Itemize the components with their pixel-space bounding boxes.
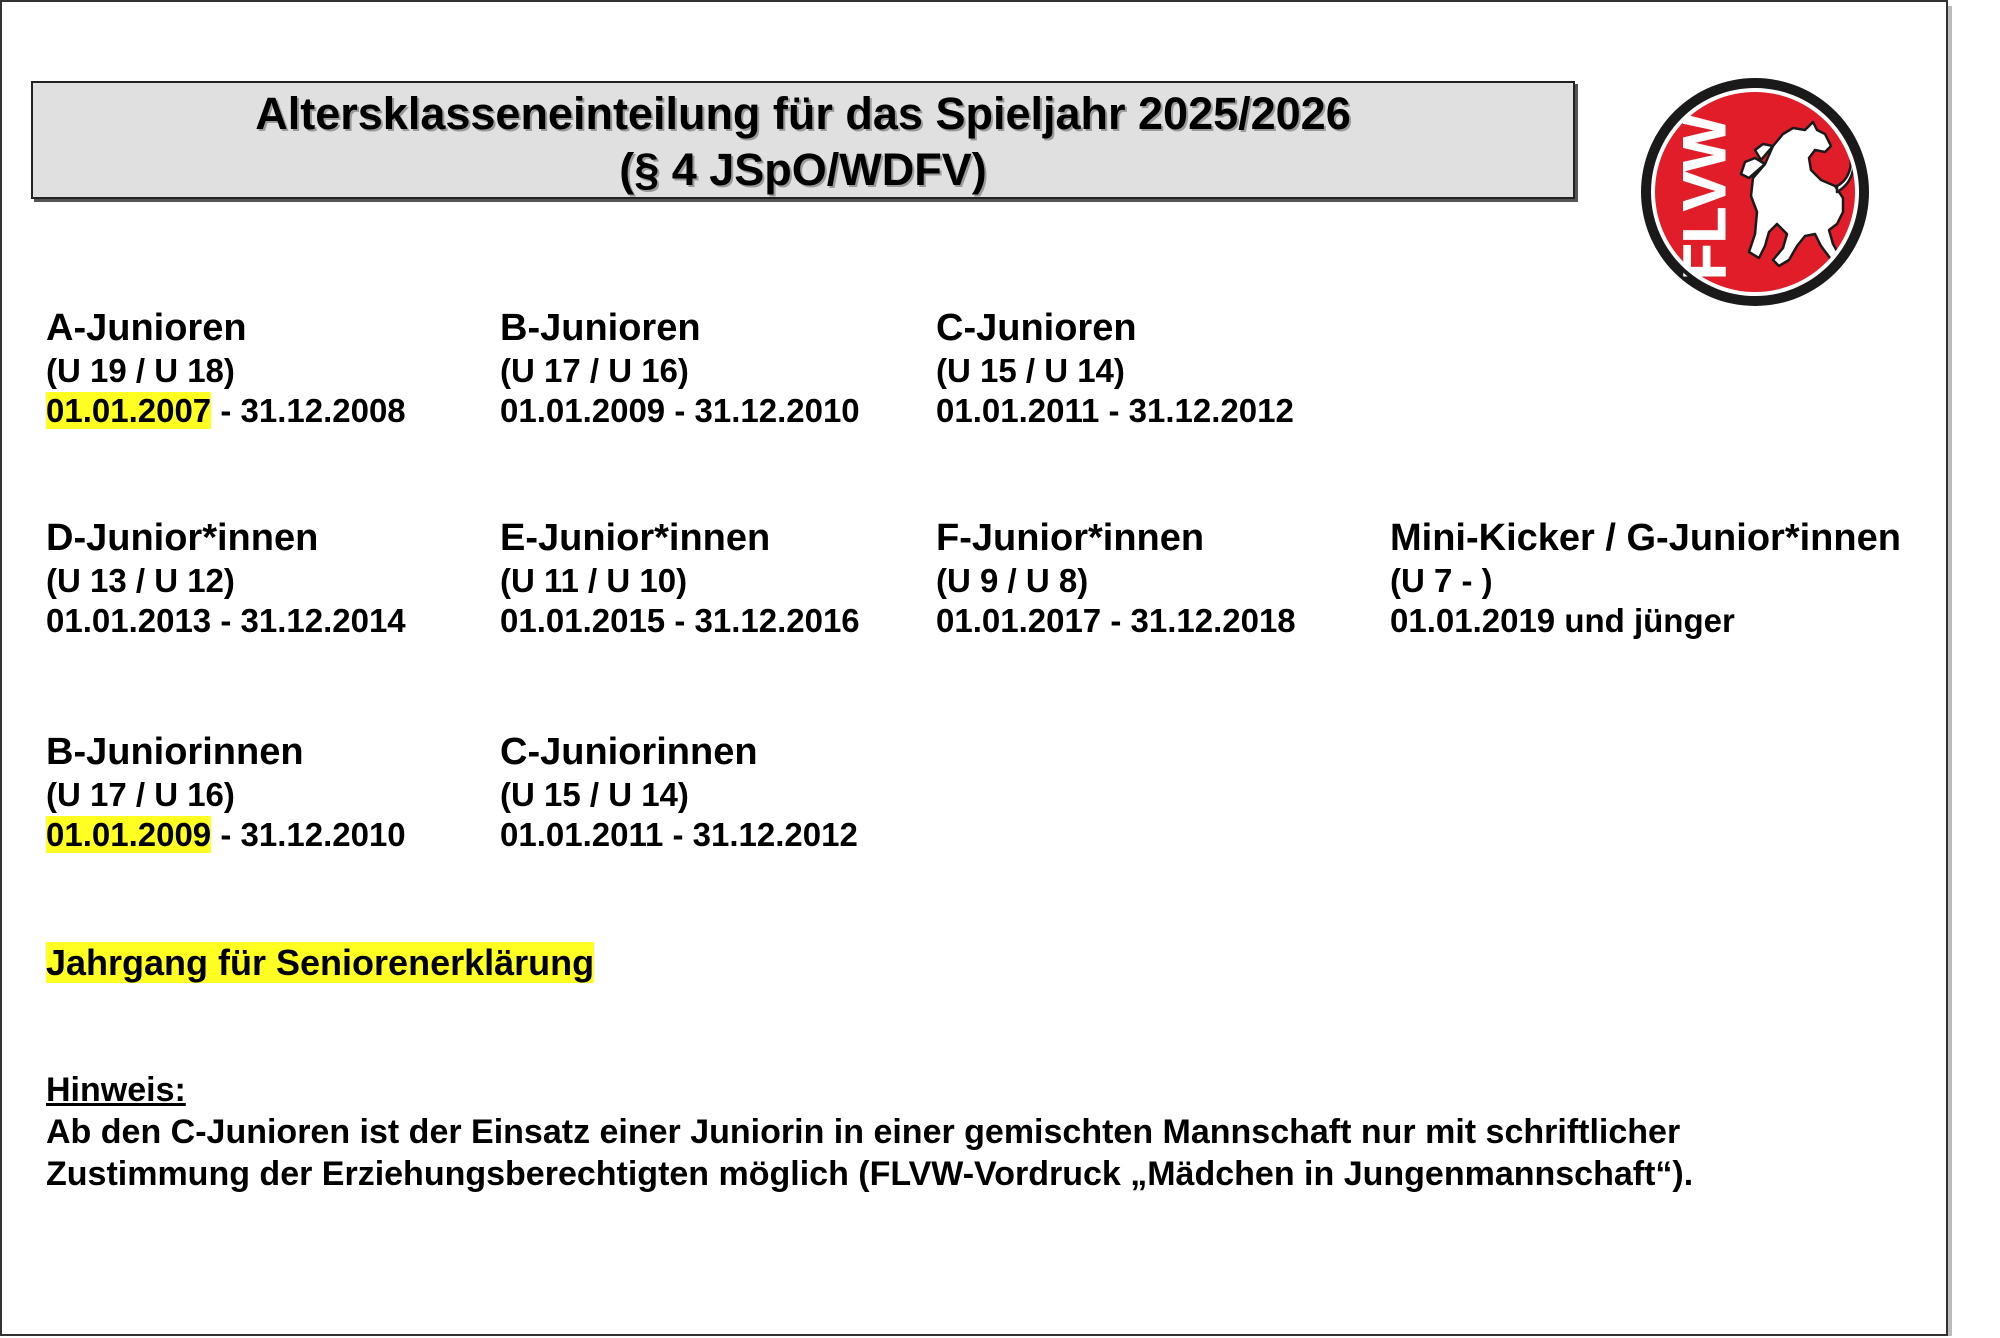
group-age: (U 15 / U 14) <box>936 352 1125 389</box>
group-c-junioren <box>936 305 1294 431</box>
group-name: E-Junior*innen <box>500 517 771 559</box>
date-rest: - 31.12.2018 <box>1101 602 1296 639</box>
date-rest: und jünger <box>1555 602 1735 639</box>
title-banner <box>31 81 1575 199</box>
group-age: (U 13 / U 12) <box>46 562 235 599</box>
date-rest: - 31.12.2012 <box>1099 392 1294 429</box>
group-a-junioren <box>46 305 406 431</box>
group-dates <box>500 601 860 641</box>
group-name: Mini-Kicker / G-Junior*innen <box>1390 517 1901 559</box>
group-dates <box>936 601 1296 641</box>
group-age: (U 11 / U 10) <box>500 562 688 599</box>
date-start: 01.01.2011 <box>936 392 1100 429</box>
date-start: 01.01.2013 <box>46 602 212 639</box>
note-section <box>46 1069 1926 1195</box>
group-d-juniorinnen <box>46 515 406 641</box>
date-rest: - 31.12.2014 <box>211 602 406 639</box>
group-dates <box>500 815 858 855</box>
date-rest: - 31.12.2010 <box>211 816 406 853</box>
group-name: F-Junior*innen <box>936 517 1205 559</box>
group-dates <box>46 391 406 431</box>
group-name: C-Junioren <box>936 307 1137 349</box>
page-subtitle: (§ 4 JSpO/WDFV) <box>619 144 987 195</box>
group-name: A-Junioren <box>46 307 247 349</box>
group-c-juniorinnen <box>500 729 858 855</box>
note-line-1: Ab den C-Junioren ist der Einsatz einer Juniorin in einer gemischten Mannschaft nur mit schriftlicher <box>46 1113 1681 1151</box>
date-start: 01.01.2011 <box>500 816 664 853</box>
group-dates <box>1390 601 1901 641</box>
group-age: (U 17 / U 16) <box>500 352 689 389</box>
date-rest: - 31.12.2016 <box>665 602 860 639</box>
group-age: (U 7 - ) <box>1390 562 1493 599</box>
group-b-junioren <box>500 305 860 431</box>
group-mini-kicker <box>1390 515 1901 641</box>
group-name: B-Junioren <box>500 307 701 349</box>
senior-legend-text: Jahrgang für Seniorenerklärung <box>46 942 595 983</box>
group-dates <box>46 815 406 855</box>
senior-legend <box>46 940 594 986</box>
group-f-juniorinnen <box>936 515 1296 641</box>
group-dates <box>936 391 1294 431</box>
note-title: Hinweis: <box>46 1071 186 1109</box>
date-rest: - 31.12.2008 <box>211 392 406 429</box>
date-start: 01.01.2007 <box>46 392 212 429</box>
logo-text: FLVW <box>1671 114 1738 280</box>
date-rest: - 31.12.2010 <box>665 392 860 429</box>
group-b-juniorinnen <box>46 729 406 855</box>
date-start: 01.01.2009 <box>46 816 212 853</box>
group-name: C-Juniorinnen <box>500 731 758 773</box>
group-name: B-Juniorinnen <box>46 731 304 773</box>
page-title: Altersklasseneinteilung für das Spieljahr 2025/2026 <box>255 88 1351 139</box>
date-start: 01.01.2019 <box>1390 602 1556 639</box>
flvw-logo <box>1637 74 1873 310</box>
group-dates <box>46 601 406 641</box>
date-start: 01.01.2017 <box>936 602 1102 639</box>
date-rest: - 31.12.2012 <box>663 816 858 853</box>
date-start: 01.01.2015 <box>500 602 666 639</box>
date-start: 01.01.2009 <box>500 392 666 429</box>
group-age: (U 19 / U 18) <box>46 352 235 389</box>
group-age: (U 17 / U 16) <box>46 776 235 813</box>
group-age: (U 9 / U 8) <box>936 562 1089 599</box>
group-name: D-Junior*innen <box>46 517 319 559</box>
group-dates <box>500 391 860 431</box>
note-line-2: Zustimmung der Erziehungsberechtigten möglich (FLVW-Vordruck „Mädchen in Jungenmannschaft“). <box>46 1155 1694 1193</box>
group-e-juniorinnen <box>500 515 860 641</box>
group-age: (U 15 / U 14) <box>500 776 689 813</box>
